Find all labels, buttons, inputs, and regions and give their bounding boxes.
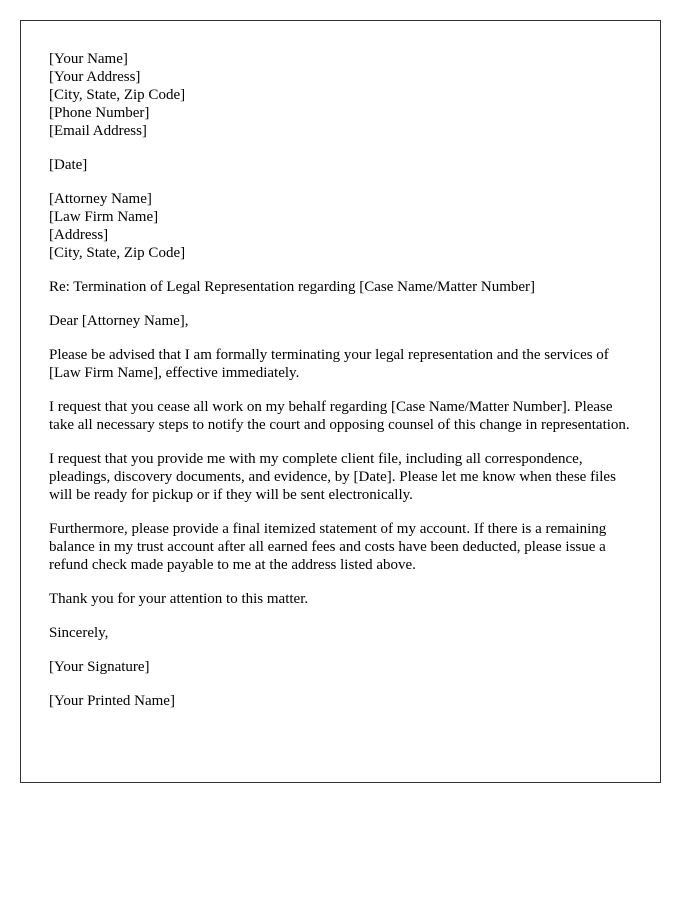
sender-name: [Your Name] xyxy=(49,51,128,67)
body-paragraph: Thank you for your attention to this matter. xyxy=(49,591,309,607)
body-paragraph: Please be advised that I am formally terminating your legal representation and the services of [Law Firm Name], effective immediately. xyxy=(49,347,609,381)
sender-email: [Email Address] xyxy=(49,123,147,139)
sender-block xyxy=(49,50,632,140)
recipient-address: [Address] xyxy=(49,227,109,243)
closing: Sincerely, xyxy=(49,625,109,641)
recipient-city: [City, State, Zip Code] xyxy=(49,245,186,261)
sender-address: [Your Address] xyxy=(49,69,141,85)
sender-city: [City, State, Zip Code] xyxy=(49,87,186,103)
subject-line: Re: Termination of Legal Representation regarding [Case Name/Matter Number] xyxy=(49,279,536,295)
recipient-block xyxy=(49,190,632,262)
body-paragraph: Furthermore, please provide a final itemized statement of my account. If there is a remaining balance in my trust account after all earned fees and costs have been deducted, please issue a refund check made payable to me at the address listed above. xyxy=(49,521,607,573)
signature: [Your Signature] xyxy=(49,659,150,675)
salutation: Dear [Attorney Name], xyxy=(49,313,189,329)
recipient-name: [Attorney Name] xyxy=(49,191,152,207)
body-paragraph: I request that you provide me with my complete client file, including all correspondence, pleadings, discovery documents, and evidence, by [Date]. Please let me know when these files will be ready for pickup or if they will be sent electronically. xyxy=(49,451,616,503)
sender-phone: [Phone Number] xyxy=(49,105,150,121)
recipient-firm: [Law Firm Name] xyxy=(49,209,159,225)
printed-name: [Your Printed Name] xyxy=(49,693,175,709)
letter-date: [Date] xyxy=(49,157,88,173)
body-paragraph: I request that you cease all work on my behalf regarding [Case Name/Matter Number]. Please take all necessary steps to notify the court and opposing counsel of this change in representation. xyxy=(49,399,630,433)
letter-page xyxy=(20,20,661,783)
